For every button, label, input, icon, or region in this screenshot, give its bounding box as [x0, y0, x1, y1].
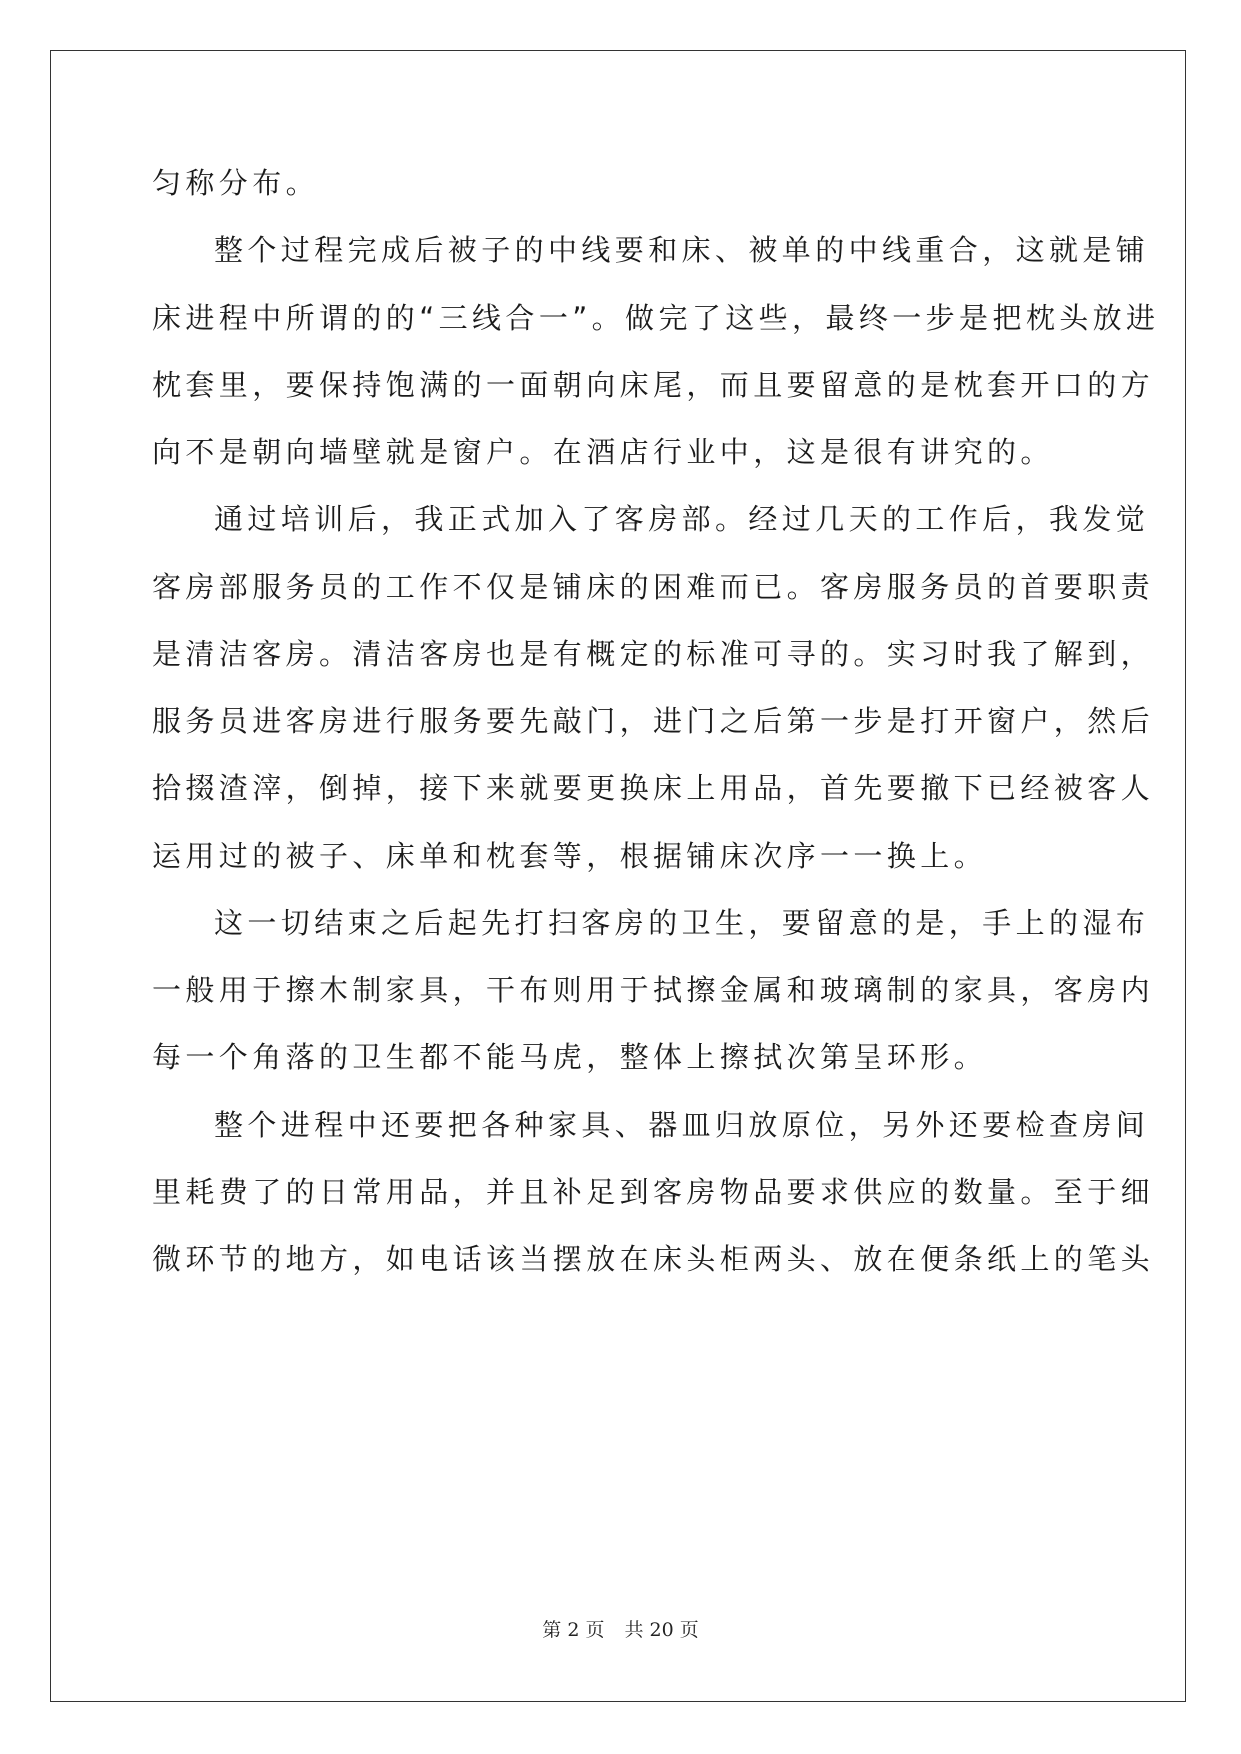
- document-body: [152, 150, 1160, 1293]
- text-line: 运用过的被子、床单和枕套等，根据铺床次序一一换上。: [152, 838, 988, 873]
- text-line: 服务员进客房进行服务要先敲门，进门之后第一步是打开窗户，然后: [152, 704, 1155, 738]
- text-line: 是清洁客房。清洁客房也是有概定的标准可寻的。实习时我了解到，: [152, 636, 1155, 671]
- text-line: 向不是朝向墙壁就是窗户。在酒店行业中，这是很有讲究的。: [152, 435, 1054, 469]
- text-line: 里耗费了的日常用品，并且补足到客房物品要求供应的数量。至于细: [152, 1174, 1155, 1209]
- paragraph-first-line: 这一切结束之后起先打扫客房的卫生，要留意的是，手上的湿布: [214, 905, 1150, 940]
- page-total: 共 20 页: [624, 1619, 699, 1641]
- text-line: 匀称分布。: [152, 166, 320, 200]
- text-line: 客房部服务员的工作不仅是铺床的困难而已。客房服务员的首要职责: [152, 569, 1155, 604]
- page-footer: [0, 1615, 1241, 1642]
- text-line: 微环节的地方，如电话该当摆放在床头柜两头、放在便条纸上的笔头: [152, 1242, 1155, 1276]
- text-line: 枕套里，要保持饱满的一面朝向床尾，而且要留意的是枕套开口的方: [152, 367, 1155, 402]
- paragraph-first-line: 整个过程完成后被子的中线要和床、被单的中线重合，这就是铺: [214, 233, 1150, 268]
- text-line: 每一个角落的卫生都不能马虎，整体上擦拭次第呈环形。: [152, 1040, 988, 1075]
- text-line: 床进程中所谓的的“三线合一”。做完了这些，最终一步是把枕头放进: [152, 300, 1160, 335]
- paragraph-first-line: 通过培训后，我正式加入了客房部。经过几天的工作后，我发觉: [214, 502, 1150, 537]
- text-line: 一般用于擦木制家具，干布则用于拭擦金属和玻璃制的家具，客房内: [152, 973, 1155, 1007]
- paragraph-first-line: 整个进程中还要把各种家具、器皿归放原位，另外还要检查房间: [214, 1107, 1150, 1142]
- text-line: 拾掇渣滓，倒掉，接下来就要更换床上用品，首先要撤下已经被客人: [152, 771, 1155, 806]
- page-number: 第 2 页: [542, 1619, 605, 1641]
